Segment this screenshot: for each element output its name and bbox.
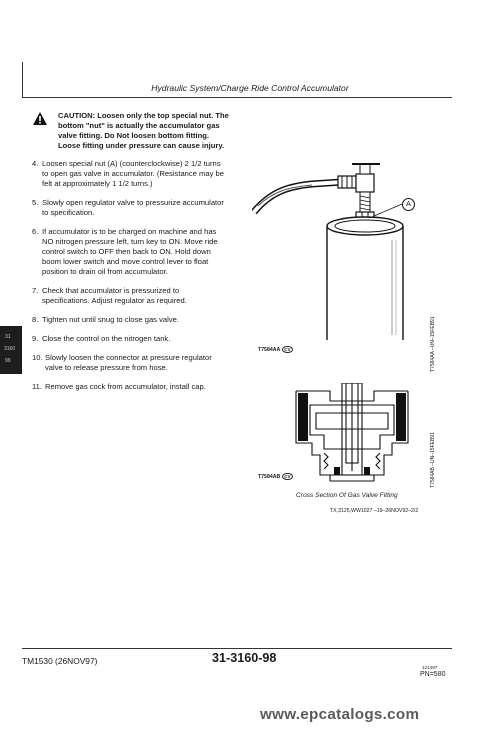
step-line: Close the control on the nitrogen tank. [42,334,171,343]
figure-ref-code: T7584AB [258,474,281,480]
step-line: Loosen special nut (A) (counterclockwise) 2 1/2 turns [42,159,221,168]
step-number: 10. [32,353,43,362]
footer-code: 121497 [422,665,438,670]
warning-triangle-icon [33,112,47,125]
step-line: Slowly open regulator valve to pressurize accumulator [42,198,224,207]
left-margin-rule [22,62,23,98]
step-line: to open gas valve in accumulator. (Resistance may be [42,169,224,178]
step-line: boom lower switch and move control lever to float [42,257,209,266]
footer-rule [22,648,452,649]
figure-side-label-bottom: T7584AB –UN–15FEB91 [430,432,436,488]
step-number: 4. [32,159,39,168]
figure-ref-bottom [258,473,293,480]
step-line: felt at approximately 1 1/2 turns.) [42,179,153,188]
accumulator-illustration [252,160,430,340]
gas-valve-cross-section [290,383,414,483]
page-number: 31-3160-98 [212,651,277,665]
step-line: Remove gas cock from accumulator, install cap. [45,382,206,391]
step-number: 5. [32,198,39,207]
step-number: 9. [32,334,39,343]
figure-caption: Cross Section Of Gas Valve Fitting [296,492,398,499]
step-line: If accumulator is to be charged on machine and has [42,227,217,236]
callout-a: A [402,198,415,211]
step-line: NO nitrogen pressure left, turn key to ON. Move ride [42,237,218,246]
step-line: position to drain oil from accumulator. [42,267,168,276]
caution-line: bottom "nut" is actually the accumulator gas [58,121,220,130]
figure-ref-code: T7584AA [258,347,281,353]
step-number: 11. [32,382,42,391]
tab-line-2: 3160 [4,346,16,352]
section-tab [0,326,22,374]
step-line: Slowly loosen the connector at pressure regulator [45,353,212,362]
step-line: valve to release pressure from hose. [45,363,168,372]
caution-box [58,111,248,151]
tab-line-1: 31 [5,334,11,340]
cv-badge: CV [284,347,291,352]
section-title: Hydraulic System/Charge Ride Control Accumulator [151,83,349,93]
watermark: www.epcatalogs.com [260,706,420,723]
page-pn: PN=580 [420,671,446,678]
figure-side-label-top: T7584AA –UN–15FEB91 [430,316,436,372]
manual-number: TM1530 (26NOV97) [22,656,98,666]
figure-ref-top [258,346,293,353]
caution-line: Loose fitting under pressure can cause injury. [58,141,225,150]
step-line: control switch to OFF then back to ON. Hold down [42,247,211,256]
step-line: Check that accumulator is pressurized to [42,286,180,295]
step-number: 7. [32,286,39,295]
cv-badge: CV [284,474,291,479]
step-line: to specification. [42,208,95,217]
caution-line: valve fitting. Do Not loosen bottom fitting. [58,131,210,140]
document-code: TX,3125,WW1027 –19–26NOV92–2/2 [330,508,419,514]
step-line: specifications. Adjust regulator as required. [42,296,187,305]
header-rule [22,97,452,98]
tab-line-3: 99 [5,358,11,364]
step-number: 8. [32,315,39,324]
step-line: Tighten nut until snug to close gas valve. [42,315,179,324]
caution-line: CAUTION: Loosen only the top special nut. The [58,111,229,120]
step-number: 6. [32,227,39,236]
